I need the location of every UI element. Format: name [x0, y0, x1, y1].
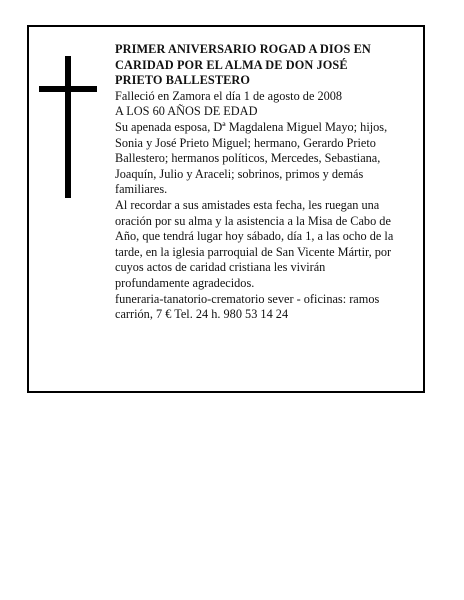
- invitation-paragraph: Al recordar a sus amistades esta fecha, les ruegan una oración por su alma y la asistencia a la Misa de Cabo de Año, que tendrá lugar hoy sábado, día 1, a las ocho de la tarde, en la iglesia parroquial de San Vicente Mártir, por cuyos actos de caridad cristiana les vivirán profundamente agradecidos.: [115, 197, 394, 290]
- age-line: A LOS 60 AÑOS DE EDAD: [115, 104, 258, 119]
- death-date-line: Falleció en Zamora el día 1 de agosto de 2008: [115, 88, 343, 103]
- family-paragraph: Su apenada esposa, Dª Magdalena Miguel Mayo; hijos, Sonia y José Prieto Miguel; hermano, Gerardo Prieto Ballestero; hermanos políticos, Mercedes, Sebastiana, Joaquín, Julio y Araceli; sobrinos, primos y demás familiares.: [115, 119, 388, 197]
- cross-horizontal-bar: [39, 86, 97, 92]
- funeral-home-paragraph: funeraria-tanatorio-crematorio sever - oficinas: ramos carrión, 7 € Tel. 24 h. 980 53 14 24: [115, 291, 380, 322]
- obituary-notice: [27, 25, 425, 393]
- obituary-title: PRIMER ANIVERSARIO ROGAD A DIOS EN CARIDAD POR EL ALMA DE DON JOSÉ PRIETO BALLESTERO: [115, 42, 371, 88]
- obituary-text-block: [115, 42, 397, 323]
- cross-vertical-bar: [65, 56, 71, 198]
- cross-icon: [39, 56, 97, 198]
